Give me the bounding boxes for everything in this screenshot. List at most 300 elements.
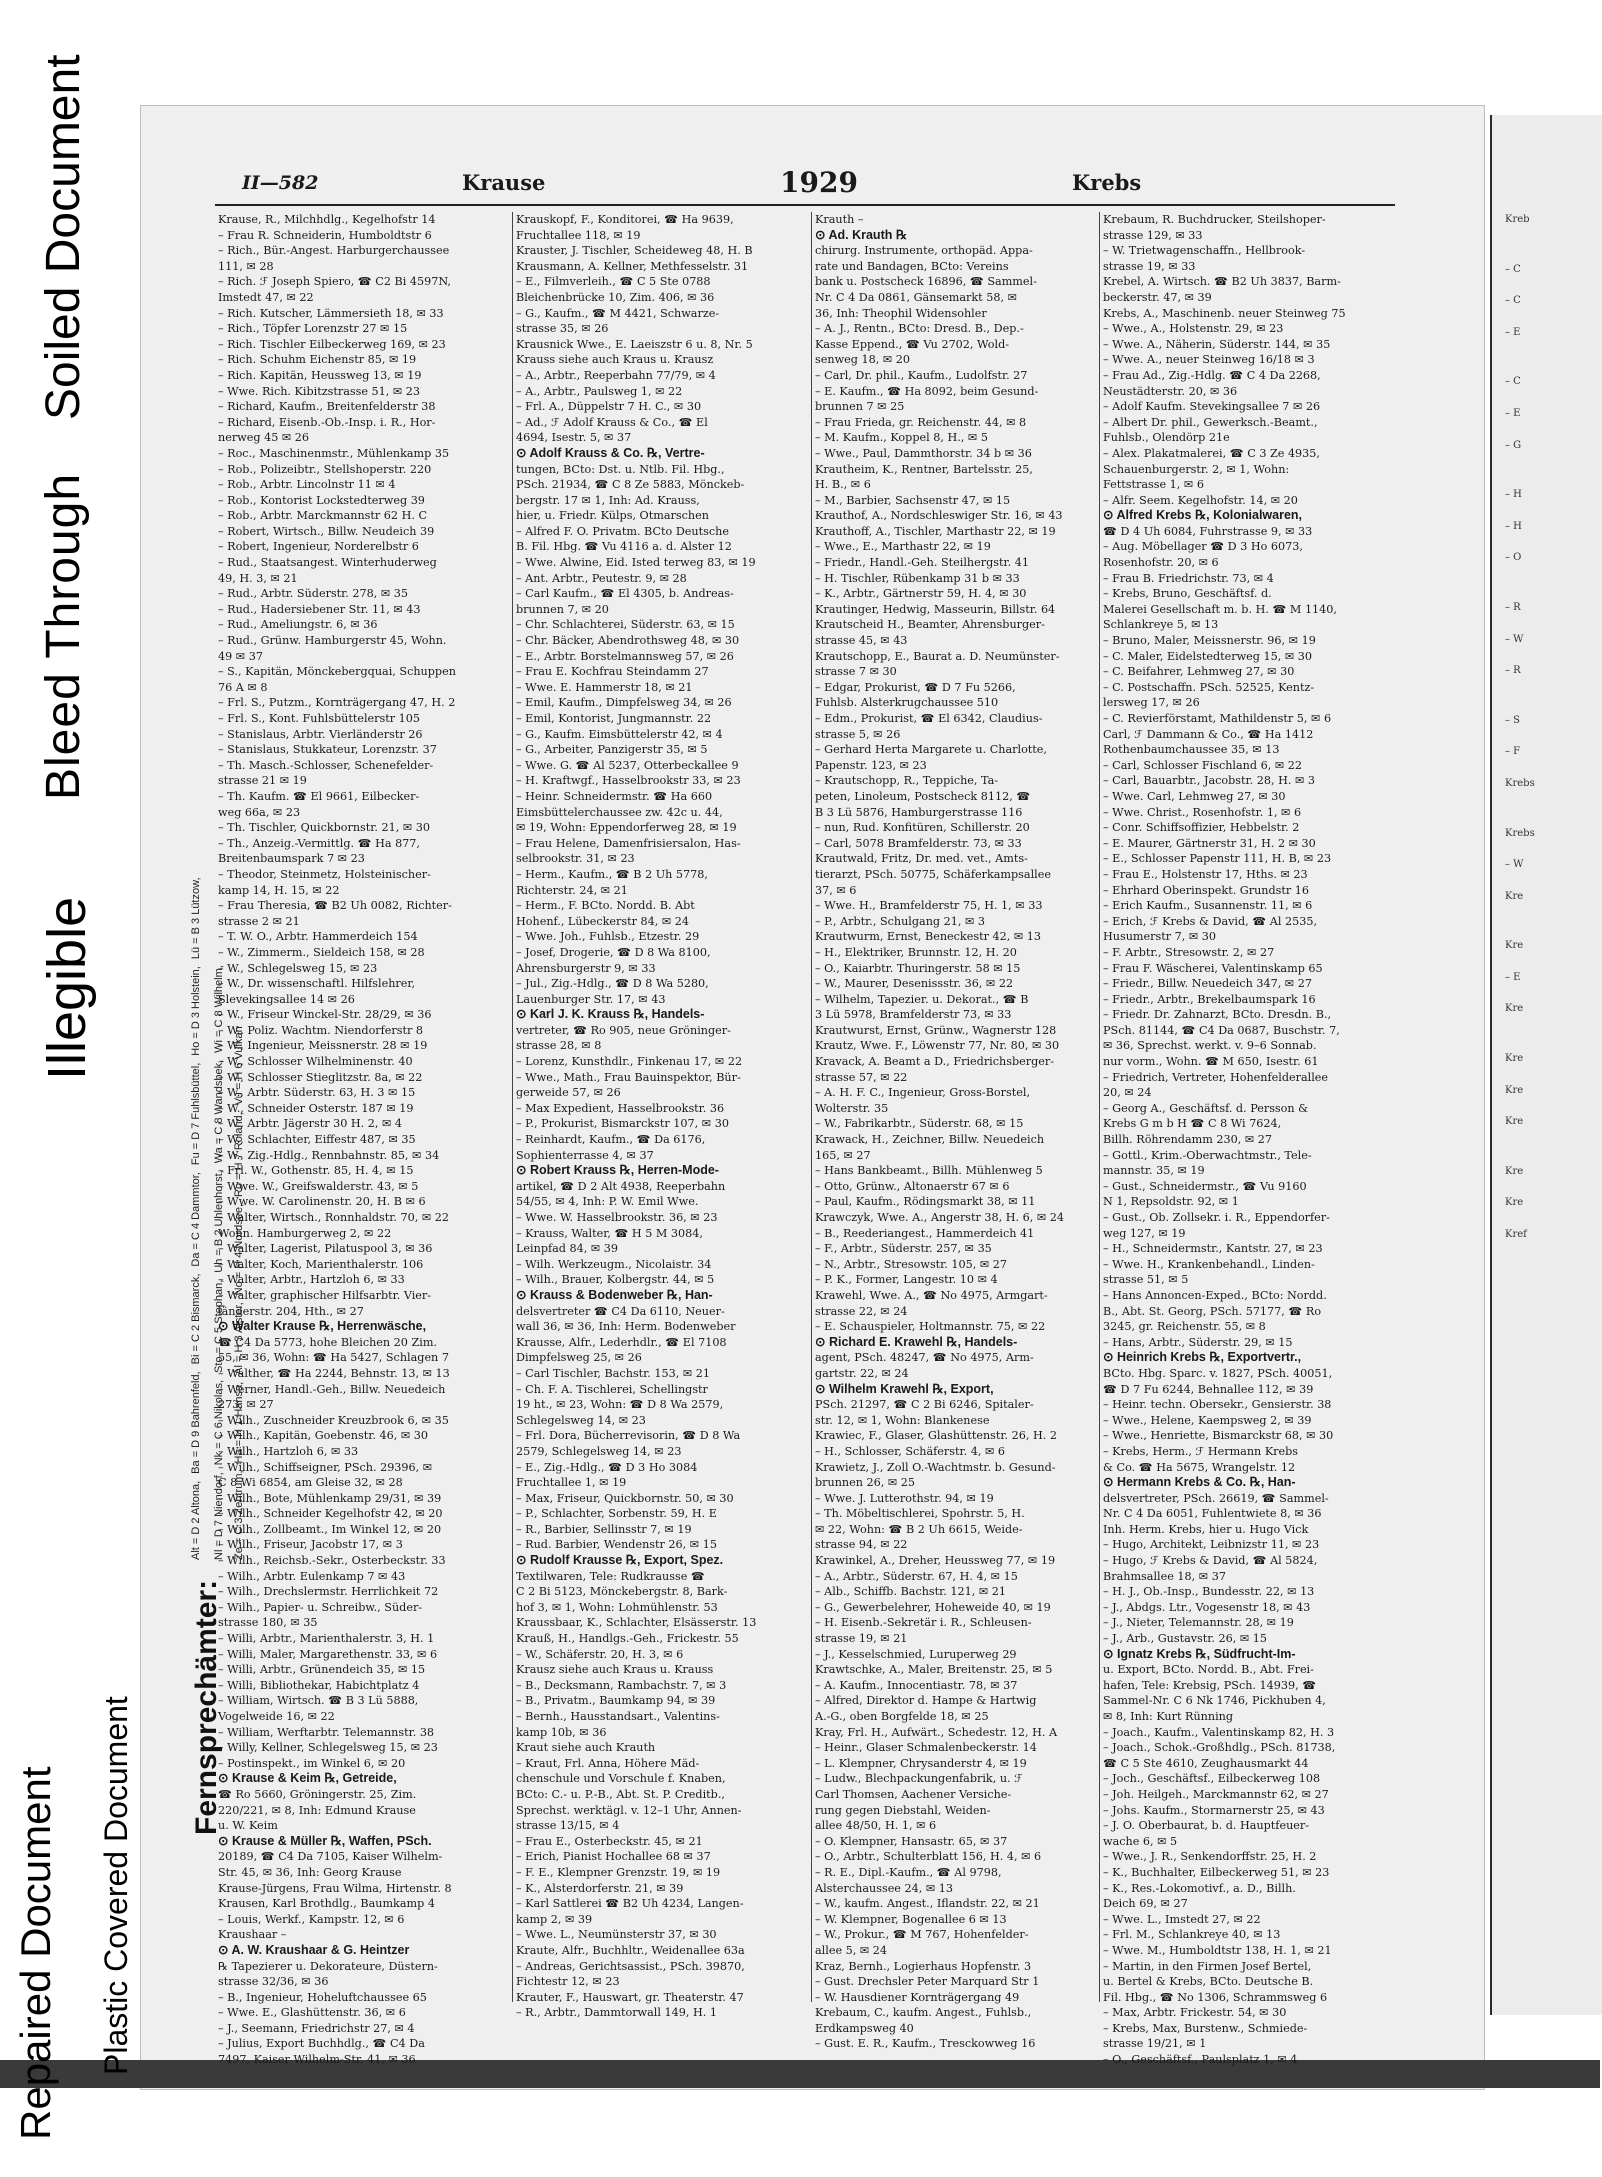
directory-entry: – K., Res.-Lokomotivf., a. D., Billh. [1103, 1881, 1296, 1895]
directory-entry: kamp 10b, ✉ 36 [516, 1725, 607, 1739]
directory-entry: allee 48/50, H. 1, ✉ 6 [815, 1819, 937, 1833]
directory-entry: – Louis, Werkf., Kampstr. 12, ✉ 6 [218, 1912, 405, 1926]
directory-entry: – Robert, Ingenieur, Norderelbstr 6 [218, 540, 419, 554]
directory-entry: – Friedr. Dr. Zahnarzt, BCto. Dresdn. B., [1103, 1008, 1332, 1022]
directory-entry: Krauter, F., Hauswart, gr. Theaterstr. 47 [516, 1990, 744, 2004]
directory-entry: brunnen 7, ✉ 20 [516, 602, 609, 616]
directory-entry: – Hans, Arbtr., Süderstr. 29, ✉ 15 [1103, 1335, 1293, 1349]
directory-entry: – Alex. Plakatmalerei, ☎ C 3 Ze 4935, [1103, 446, 1320, 460]
directory-entry: Krawiec, F., Glaser, Glashüttenstr. 26, H. 2 [815, 1429, 1057, 1443]
directory-entry: Kraussbaar, K., Schlachter, Elsässerstr. 13 [516, 1616, 757, 1630]
directory-entry: – R. E., Dipl.-Kaufm., ☎ Al 9798, [815, 1865, 1002, 1879]
directory-entry: weg 66a, ✉ 23 [218, 805, 301, 819]
directory-entry: wache 6, ✉ 5 [1103, 1834, 1178, 1848]
directory-entry: – W., Fabrikarbtr., Süderstr. 68, ✉ 15 [815, 1117, 1024, 1131]
directory-entry: – Heinr. techn. Obersekr., Gensierstr. 38 [1103, 1398, 1332, 1412]
directory-entry: gartstr. 22, ✉ 24 [815, 1366, 909, 1380]
fragment-entry: Kre [1505, 890, 1524, 902]
directory-entry: ☎ C4 Da 5773, hohe Bleichen 20 Zim. [218, 1335, 437, 1349]
directory-entry: – Joach., Schok.-Großhdlg., PSch. 81738, [1103, 1741, 1336, 1755]
directory-entry: Krauster, J. Tischler, Scheideweg 48, H. B [516, 244, 753, 258]
directory-entry: – Heinr. Schneidermstr. ☎ Ha 660 [516, 789, 713, 803]
directory-entry: – Krebs, Bruno, Geschäftsf. d. [1103, 587, 1272, 601]
directory-entry: – Wwe. M., Humboldtstr 138, H. 1, ✉ 21 [1103, 1943, 1332, 1957]
directory-entry: Kraute, Alfr., Buchhltr., Weidenallee 63a [516, 1943, 745, 1957]
directory-entry: hafen, Tele: Krebsig, PSch. 14939, ☎ [1103, 1678, 1317, 1692]
directory-entry: – E. Kaufm., ☎ Ha 8092, beim Gesund- [815, 384, 1039, 398]
directory-entry: – Wwe., J. R., Senkendorffstr. 25, H. 2 [1103, 1850, 1317, 1864]
directory-entry: 2579, Schlegelsweg 14, ✉ 23 [516, 1444, 682, 1458]
directory-entry: – Rud., Arbtr. Süderstr. 278, ✉ 35 [218, 587, 409, 601]
fragment-entry: – O [1505, 552, 1522, 564]
directory-entry: Krausen, Karl Brothdlg., Baumkamp 4 [218, 1897, 435, 1911]
directory-entry: – J., Kesselschmied, Luruperweg 29 [815, 1647, 1017, 1661]
column-2 [516, 212, 806, 2020]
directory-entry: – Chr. Schlachterei, Süderstr. 63, ✉ 15 [516, 618, 735, 632]
directory-entry: – Max, Arbtr. Frickestr. 54, ✉ 30 [1103, 2006, 1287, 2020]
directory-entry: Kraushaar – [218, 1928, 287, 1942]
fragment-entry: – H [1505, 489, 1522, 501]
directory-entry: Kraut siehe auch Krauth [516, 1741, 656, 1755]
directory-entry: PSch. 21934, ☎ C 8 Ze 5883, Mönckeb- [516, 478, 745, 492]
directory-entry: C 2 Bi 5123, Mönckebergstr. 8, Bark- [516, 1585, 728, 1599]
directory-entry: – B., Decksmann, Rambachstr. 7, ✉ 3 [516, 1678, 727, 1692]
directory-entry: – P., Arbtr., Schulgang 21, ✉ 3 [815, 914, 986, 928]
directory-entry: Carl Thomsen, Aachener Versiche- [815, 1787, 1012, 1801]
directory-entry: – W., Arbtr. Jägerstr 30 H. 2, ✉ 4 [218, 1117, 403, 1131]
directory-entry: Bleichenbrücke 10, Zim. 406, ✉ 36 [516, 290, 715, 304]
directory-entry: – Robert, Wirtsch., Billw. Neudeich 39 [218, 524, 435, 538]
directory-entry: senweg 18, ✉ 20 [815, 353, 910, 367]
directory-entry: – Ad., ℱ Adolf Krauss & Co., ☎ El [516, 415, 708, 429]
directory-entry: agent, PSch. 48247, ☎ No 4975, Arm- [815, 1351, 1034, 1365]
exchange-code: Ro = H 7 Roland, [233, 1112, 245, 1197]
directory-entry: – W. Klempner, Bogenallee 6 ✉ 13 [815, 1912, 1007, 1926]
directory-entry: – Th., Anzeig.-Vermittlg. ☎ Ha 877, [218, 836, 420, 850]
directory-entry: – W., Schlosser Wilhelminenstr. 40 [218, 1055, 413, 1069]
fragment-entry: – R [1505, 601, 1521, 613]
directory-entry: – Wwe., Math., Frau Bauinspektor, Bür- [516, 1070, 741, 1084]
directory-entry: Fruchtallee 118, ✉ 19 [516, 228, 641, 242]
directory-entry: – F., Arbtr., Süderstr. 257, ✉ 35 [815, 1242, 992, 1256]
directory-entry: Krause-Jürgens, Frau Wilma, Hirtenstr. 8 [218, 1881, 452, 1895]
header-right-word: Krebs [1072, 170, 1142, 195]
fragment-entry: – R [1505, 665, 1521, 677]
directory-entry: – Paul, Kaufm., Rödingsmarkt 38, ✉ 11 [815, 1195, 1036, 1209]
directory-entry: Hohenf., Lübeckerstr 84, ✉ 24 [516, 914, 690, 928]
directory-entry: – Frau Theresia, ☎ B2 Uh 0082, Richter- [218, 899, 452, 913]
directory-entry: – Rich. Schuhm Eichenstr 85, ✉ 19 [218, 353, 417, 367]
directory-entry: Dimpfelsweg 25, ✉ 26 [516, 1351, 642, 1365]
directory-entry: strasse 21 ✉ 19 [218, 774, 307, 788]
label-illegible: Illegible [37, 896, 97, 1080]
directory-entry: – H., Schlosser, Schäferstr. 4, ✉ 6 [815, 1444, 1006, 1458]
directory-entry: Rothenbaumchaussee 35, ✉ 13 [1103, 743, 1280, 757]
directory-entry: – Wwe. H., Krankenbehandl., Linden- [1103, 1257, 1315, 1271]
directory-entry: strasse 22, ✉ 24 [815, 1304, 908, 1318]
directory-entry: – A. H. F. C., Ingenieur, Gross-Borstel, [815, 1086, 1030, 1100]
directory-entry: – J., Abdgs. Ltr., Vogesenstr 18, ✉ 43 [1103, 1600, 1311, 1614]
directory-entry: – E. Schauspieler, Holtmannstr. 75, ✉ 22 [815, 1320, 1046, 1334]
directory-entry: Inh. Herm. Krebs, hier u. Hugo Vick [1103, 1522, 1309, 1536]
directory-entry: allee 5, ✉ 24 [815, 1943, 888, 1957]
page-header [232, 168, 1462, 200]
directory-entry: – P., Schlachter, Sorbenstr. 59, H. E [516, 1507, 717, 1521]
directory-entry: – Krebs, Max, Burstenw., Schmiede- [1103, 2021, 1308, 2035]
directory-entry: – C. Maler, Eidelstedterweg 15, ✉ 30 [1103, 649, 1312, 663]
exchange-legend-title: Fernsprechämter: [190, 1579, 223, 1835]
directory-entry: – Georg A., Geschäftsf. d. Persson & [1103, 1101, 1309, 1115]
directory-entry: – Wwe. W. Hasselbrookstr. 36, ✉ 23 [516, 1211, 718, 1224]
directory-entry: – E., Arbtr. Borstelmannsweg 57, ✉ 26 [516, 649, 734, 663]
directory-entry: – Wwe. H., Bramfelderstr 75, H. 1, ✉ 33 [815, 899, 1043, 913]
exchange-code: Vu = H 6 Vulkan [233, 1026, 245, 1106]
directory-entry: Fil. Hbg., ☎ No 1306, Schrammsweg 6 [1103, 1990, 1328, 2004]
directory-entry: – Joh. Heilgeh., Marckmannstr 62, ✉ 27 [1103, 1787, 1329, 1801]
directory-entry: 3 Lü 5978, Bramfelderstr 73, ✉ 33 [815, 1008, 1012, 1022]
fragment-entry: Kre [1505, 1197, 1524, 1209]
directory-entry: – Frau E., Osterbeckstr. 45, ✉ 21 [516, 1834, 703, 1848]
directory-entry: Krausz siehe auch Kraus u. Krauss [516, 1663, 714, 1677]
directory-entry: Brahmsallee 18, ✉ 37 [1103, 1569, 1226, 1583]
label-soiled-document: Soiled Document [37, 54, 90, 420]
directory-entry: – Th. Tischler, Quickbornstr. 21, ✉ 30 [218, 821, 431, 835]
directory-entry: – Ludw., Blechpackungenfabrik, u. ℱ [815, 1772, 1023, 1786]
directory-entry: 54/55, ✉ 4, Inh: P. W. Emil Wwe. [516, 1195, 699, 1209]
directory-entry: Nr. C 4 Da 6051, Fuhlentwiete 8, ✉ 36 [1103, 1507, 1322, 1521]
directory-entry: PSch. 81144, ☎ C4 Da 0687, Buschstr. 7, [1103, 1023, 1340, 1037]
directory-entry: – Walter, Arbtr., Hartzloh 6, ✉ 33 [218, 1273, 405, 1287]
directory-entry: länderstr. 204, Hth., ✉ 27 [218, 1304, 364, 1318]
directory-entry: – Hans Annoncen-Exped., BCto: Nordd. [1103, 1288, 1327, 1302]
directory-entry: – G., Arbeiter, Panzigerstr 35, ✉ 5 [516, 743, 708, 757]
directory-entry: – Rich., Bür.-Angest. Harburgerchaussee [218, 244, 450, 258]
column-1 [218, 212, 508, 2067]
directory-entry: B 3 Lü 5876, Hamburgerstrasse 116 [815, 805, 1023, 819]
directory-entry: – Carl, Bauarbtr., Jacobstr. 28, H. ✉ 3 [1103, 774, 1316, 788]
directory-entry: – Rich. ℱ Joseph Spiero, ☎ C2 Bi 4597N, [218, 275, 451, 289]
directory-entry: – Frau E. Kochfrau Steindamm 27 [516, 665, 709, 679]
directory-entry: Wolterstr. 35 [815, 1101, 889, 1115]
directory-entry: ☎ Ro 5660, Gröningerstr. 25, Zim. [218, 1787, 417, 1801]
directory-entry: – G., Gewerbelehrer, Hoheweide 40, ✉ 19 [815, 1600, 1051, 1614]
directory-entry: – Martin, in den Firmen Josef Bertel, [1103, 1959, 1312, 1973]
directory-entry: – Wwe. L., Imstedt 27, ✉ 22 [1103, 1912, 1261, 1926]
directory-entry: – Bruno, Maler, Meissnerstr. 96, ✉ 19 [1103, 634, 1316, 648]
directory-entry: B. Fil. Hbg. ☎ Vu 4116 a. d. Alster 12 [516, 540, 732, 554]
directory-entry: 36, Inh: Theophil Widensohler [815, 306, 987, 320]
directory-entry: Kray, Frl. H., Aufwärt., Schedestr. 12, H. A [815, 1725, 1058, 1739]
directory-entry: – O. Klempner, Hansastr. 65, ✉ 37 [815, 1834, 1008, 1848]
directory-entry: – Wilhelm, Tapezier. u. Dekorat., ☎ B [815, 992, 1029, 1006]
directory-entry: – Carl, Dr. phil., Kaufm., Ludolfstr. 27 [815, 368, 1028, 382]
directory-entry: – Rud., Ameliungstr. 6, ✉ 36 [218, 618, 378, 632]
directory-entry: Krautscheid H., Beamter, Ahrensburger- [815, 618, 1045, 632]
directory-entry: – Krebs, Herm., ℱ Hermann Krebs [1103, 1444, 1299, 1458]
directory-entry: ⊙ Ad. Krauth ℞ [815, 227, 908, 242]
directory-entry: strasse 51, ✉ 5 [1103, 1273, 1189, 1287]
directory-entry: strasse 7 ✉ 30 [815, 665, 897, 679]
directory-entry: Leinpfad 84, ✉ 39 [516, 1242, 619, 1256]
directory-entry: Rosenhofstr. 20, ✉ 6 [1103, 556, 1219, 570]
directory-entry: – Wwe. L., Neumünsterstr 37, ✉ 30 [516, 1928, 717, 1942]
directory-entry: Schlankreye 5, ✉ 13 [1103, 618, 1219, 632]
directory-entry: ⊙ Robert Krauss ℞, Herren-Mode- [516, 1163, 719, 1178]
directory-entry: tungen, BCto: Dst. u. Ntlb. Fil. Hbg., [516, 462, 725, 476]
directory-entry: – Conr. Schiffsoffizier, Hebbelstr. 2 [1103, 821, 1300, 835]
directory-entry: Krautheim, K., Rentner, Bartelsstr. 25, [815, 462, 1033, 476]
directory-entry: Krebs, A., Maschinenb. neuer Steinweg 75 [1103, 306, 1346, 320]
directory-entry: – Rob., Arbtr. Lincolnstr 11 ✉ 4 [218, 478, 396, 492]
directory-entry: – Walter, graphischer Hilfsarbtr. Vier- [218, 1288, 432, 1302]
page-number: II—582 [242, 172, 319, 194]
directory-entry: – H., Schneidermstr., Kantstr. 27, ✉ 23 [1103, 1242, 1323, 1256]
exchange-code: Wi = C 8 Wilhelm, [213, 965, 225, 1053]
directory-entry: – Frau E., Holstenstr 17, Hths. ✉ 23 [1103, 867, 1308, 881]
directory-entry: – Friedr., Billw. Neuedeich 347, ✉ 27 [1103, 977, 1312, 991]
directory-entry: – Willi, Arbtr., Marienthalerstr. 3, H. 1 [218, 1632, 435, 1646]
directory-entry: – W. Hausdiener Kornträgergang 49 [815, 1990, 1020, 2004]
directory-entry: – A. J., Rentn., BCto: Dresd. B., Dep.- [815, 322, 1024, 336]
directory-entry: – Aug. Möbellager ☎ D 3 Ho 6073, [1103, 540, 1303, 554]
directory-entry: – Krautschopp, R., Teppiche, Ta- [815, 774, 999, 788]
directory-entry: – W., Schneider Osterstr. 187 ✉ 19 [218, 1101, 414, 1115]
fragment-entry: Krebs [1505, 777, 1535, 789]
directory-entry: Krawehl, Wwe. A., ☎ No 4975, Armgart- [815, 1288, 1048, 1302]
directory-entry: – Ch. F. A. Tischlerei, Schellingstr [516, 1382, 708, 1396]
exchange-code: Lü = B 3 Lützow, [190, 877, 202, 960]
directory-entry: – A., Arbtr., Süderstr. 67, H. 4, ✉ 15 [815, 1569, 1018, 1583]
directory-entry: – Th. Möbeltischlerei, Spohrstr. 5, H. [815, 1507, 1025, 1521]
directory-entry: – Lorenz, Kunsthdlr., Finkenau 17, ✉ 22 [516, 1055, 743, 1069]
directory-entry: ⊙ Karl J. K. Krauss ℞, Handels- [516, 1007, 705, 1022]
directory-entry: – Rob., Arbtr. Marckmannstr 62 H. C [218, 509, 428, 523]
fragment-entry: Kref [1505, 1229, 1527, 1241]
directory-entry: Kasse Eppend., ☎ Vu 2702, Wold- [815, 337, 1010, 351]
directory-entry: – J., Seemann, Friedrichstr 27, ✉ 4 [218, 2021, 415, 2035]
directory-entry: ⊙ Ignatz Krebs ℞, Südfrucht-Im- [1103, 1646, 1296, 1661]
directory-entry: – Hugo, ℱ Krebs & David, ☎ Al 5824, [1103, 1554, 1318, 1568]
directory-entry: ✉ 8, Inh: Kurt Rünning [1103, 1710, 1234, 1723]
directory-entry: Malerei Gesellschaft m. b. H. ☎ M 1140, [1103, 602, 1337, 616]
directory-entry: – G., Kaufm. Eimsbüttelerstr 42, ✉ 4 [516, 727, 723, 741]
directory-entry: – Edm., Prokurist, ☎ El 6342, Claudius- [815, 712, 1043, 725]
directory-entry: H. B., ✉ 6 [815, 478, 871, 492]
directory-entry: strasse 19, ✉ 21 [815, 1632, 908, 1646]
directory-entry: ⊙ Krause & Keim ℞, Getreide, [218, 1771, 397, 1786]
directory-entry: – Rud. Barbier, Wendenstr 26, ✉ 15 [516, 1538, 717, 1552]
directory-entry: – C. Revierförstamt, Mathildenstr 5, ✉ 6 [1103, 712, 1332, 725]
directory-entry: – W., Maurer, Desenissstr. 36, ✉ 22 [815, 977, 1014, 991]
directory-entry: 76 A ✉ 8 [218, 680, 268, 694]
column-divider [512, 212, 513, 2002]
directory-entry: brunnen 7 ✉ 25 [815, 400, 905, 414]
directory-entry: – Max, Friseur, Quickbornstr. 50, ✉ 30 [516, 1491, 734, 1505]
directory-entry: strasse 35, ✉ 26 [516, 322, 609, 336]
directory-entry: BCto: C.- u. P.-B., Abt. St. P. Creditb., [516, 1787, 725, 1801]
directory-entry: – Alfred F. O. Privatm. BCto Deutsche [516, 524, 729, 538]
directory-entry: Krauth – [815, 213, 864, 226]
directory-entry: – Walter, Lagerist, Pilatuspool 3, ✉ 36 [218, 1242, 433, 1256]
directory-entry: – Wilh., Brauer, Kolbergstr. 44, ✉ 5 [516, 1273, 715, 1287]
directory-entry: ⊙ Wilhelm Krawehl ℞, Export, [815, 1381, 994, 1396]
directory-entry: ⊙ Heinrich Krebs ℞, Exportvertr., [1103, 1350, 1302, 1365]
directory-entry: – S., Kapitän, Mönckebergquai, Schuppen [218, 665, 456, 679]
directory-entry: – Wwe., Helene, Kaempsweg 2, ✉ 39 [1103, 1413, 1312, 1427]
directory-entry: 49 ✉ 37 [218, 649, 263, 663]
directory-entry: – E., Zig.-Hdlg., ☎ D 3 Ho 3084 [516, 1460, 698, 1474]
directory-entry: – Frl. W., Gothenstr. 85, H. 4, ✉ 15 [218, 1164, 414, 1178]
directory-entry: strasse 5, ✉ 26 [815, 727, 901, 741]
directory-entry: – Kraut, Frl. Anna, Höhere Mäd- [516, 1756, 700, 1770]
directory-entry: – Willi, Bibliothekar, Habichtplatz 4 [218, 1678, 420, 1692]
directory-entry: – Rich., Töpfer Lorenzstr 27 ✉ 15 [218, 322, 408, 336]
directory-entry: u. W. Keim [218, 1819, 278, 1833]
directory-entry: – Walter, Koch, Marienthalerstr. 106 [218, 1257, 424, 1271]
condition-labels [0, 0, 140, 2177]
directory-entry: – J., Arb., Gustavstr. 26, ✉ 15 [1103, 1632, 1268, 1646]
directory-entry: kamp 14, H. 15, ✉ 22 [218, 883, 340, 897]
exchange-code: Al = H 3 Alster, [233, 1302, 245, 1375]
directory-entry: Krausmann, A. Kellner, Methfesselstr. 31 [516, 259, 749, 273]
directory-entry: 20, ✉ 24 [1103, 1086, 1152, 1100]
directory-entry: – Postinspekt., im Winkel 6, ✉ 20 [218, 1756, 406, 1770]
directory-entry: Sammel-Nr. C 6 Nk 1746, Pickhuben 4, [1103, 1694, 1326, 1708]
directory-entry: ☎ C 5 Ste 4610, Zeughausmarkt 44 [1103, 1756, 1309, 1770]
directory-entry: bergstr. 17 ✉ 1, Inh: Ad. Krauss, [516, 493, 700, 507]
directory-entry: – Wwe., Paul, Dammthorstr. 34 b ✉ 36 [815, 446, 1032, 460]
directory-entry: – W., Friseur Winckel-Str. 28/29, ✉ 36 [218, 1008, 432, 1022]
directory-entry: 19 ht., ✉ 23, Wohn: ☎ D 8 Wa 2579, [516, 1398, 724, 1412]
directory-entry: PSch. 21297, ☎ C 2 Bi 6246, Spitaler- [815, 1398, 1034, 1412]
directory-entry: – W., Schlosser Stieglitzstr. 8a, ✉ 22 [218, 1070, 423, 1084]
directory-entry: – Rob., Polizeibtr., Stellshoperstr. 220 [218, 462, 432, 476]
directory-entry: – Carl Tischler, Bachstr. 153, ✉ 21 [516, 1366, 711, 1380]
directory-entry: 111, ✉ 28 [218, 259, 274, 273]
directory-entry: Sophienterrasse 4, ✉ 37 [516, 1148, 654, 1162]
exchange-code: Uh = B 2 Uhlenhorst, [213, 1170, 225, 1273]
exchange-code: Alt = D 2 Altona, [190, 1480, 202, 1560]
directory-entry: B., Abt. St. Georg, PSch. 57177, ☎ Ro [1103, 1304, 1322, 1318]
directory-entry: – T. W. O., Arbtr. Hammerdeich 154 [218, 930, 418, 944]
directory-entry: – Joach., Kaufm., Valentinskamp 82, H. 3 [1103, 1725, 1335, 1739]
column-divider [811, 212, 812, 2002]
directory-entry: – Gust. E. R., Kaufm., Tresckowweg 16 [815, 2037, 1036, 2051]
directory-entry: Slevekingsallee 14 ✉ 26 [218, 992, 355, 1006]
header-left-word: Krause [462, 170, 546, 195]
directory-entry: lersweg 17, ✉ 26 [1103, 696, 1200, 710]
directory-entry: – E., Filmverleih., ☎ C 5 Ste 0788 [516, 275, 711, 289]
directory-entry: – Walter, Wirtsch., Ronnhaldstr. 70, ✉ 22 [218, 1211, 450, 1224]
directory-entry: – Wwe. W., Greifswalderstr. 43, ✉ 5 [218, 1179, 419, 1193]
directory-entry: – Julius, Export Buchhdlg., ☎ C4 Da [218, 2037, 425, 2051]
label-plastic-covered: Plastic Covered Document [98, 1696, 134, 2075]
exchange-code: Fu = D 7 Fuhlsbüttel, [190, 1062, 202, 1166]
directory-entry: Krautz, Wwe. F., Löwenstr 77, Nr. 80, ✉ 30 [815, 1039, 1060, 1053]
directory-entry: Neustädterstr. 20, ✉ 36 [1103, 384, 1238, 398]
directory-entry: Textilwaren, Tele: Rudkrausse ☎ [516, 1569, 705, 1583]
directory-entry: – Stanislaus, Stukkateur, Lorenzstr. 37 [218, 743, 437, 757]
directory-entry: Imstedt 47, ✉ 22 [218, 290, 314, 304]
directory-entry: Krautschopp, E., Baurat a. D. Neumünster- [815, 649, 1060, 663]
directory-entry: – W., Schäferstr. 20, H. 3, ✉ 6 [516, 1647, 684, 1661]
directory-entry: 20189, ☎ C4 Da 7105, Kaiser Wilhelm- [218, 1850, 443, 1864]
directory-entry: – Roc., Maschinenmstr., Mühlenkamp 35 [218, 446, 450, 460]
directory-entry: – J., Nieter, Telemannstr. 28, ✉ 19 [1103, 1616, 1294, 1630]
exchange-code: Ze = C 3 Zentrum, [233, 1470, 245, 1560]
directory-entry: – P., Prokurist, Bismarckstr 107, ✉ 30 [516, 1117, 729, 1131]
directory-entry: – K., Alsterdorferstr. 21, ✉ 39 [516, 1881, 684, 1895]
directory-entry: – Wilh., Schiffseigner, PSch. 29396, ✉ [218, 1460, 433, 1474]
directory-entry: – Wwe. J. Lutterothstr. 94, ✉ 19 [815, 1491, 994, 1505]
directory-entry: strasse 180, ✉ 35 [218, 1616, 318, 1630]
directory-entry: – Wilh., Papier- u. Schreibw., Süder- [218, 1600, 423, 1614]
directory-entry: – Wwe. A., Näherin, Süderstr. 144, ✉ 35 [1103, 337, 1331, 351]
directory-entry: – H. Tischler, Rübenkamp 31 b ✉ 33 [815, 571, 1020, 585]
directory-entry: – H. Kraftwgf., Hasselbrookstr 33, ✉ 23 [516, 774, 741, 788]
directory-entry: – Wwe., Henriette, Bismarckstr 68, ✉ 30 [1103, 1429, 1334, 1443]
directory-entry: – Albert Dr. phil., Gewerksch.-Beamt., [1103, 415, 1318, 429]
directory-entry: – Wilh., Schneider Kegelhofstr 42, ✉ 20 [218, 1507, 443, 1521]
directory-entry: – Gust., Schneidermstr., ☎ Vu 9160 [1103, 1179, 1307, 1193]
directory-entry: – Willi, Maler, Margarethenstr. 33, ✉ 6 [218, 1647, 438, 1661]
directory-entry: – K., Arbtr., Gärtnerstr 59, H. 4, ✉ 30 [815, 587, 1027, 601]
directory-entry: strasse 13/15, ✉ 4 [516, 1819, 620, 1833]
directory-entry: – Emil, Kaufm., Dimpfelsweg 34, ✉ 26 [516, 696, 732, 710]
label-bleed-through: Bleed Through [37, 472, 90, 800]
directory-entry: – Frl. Dora, Bücherrevisorin, ☎ D 8 Wa [516, 1429, 741, 1443]
directory-entry: – Richard, Eisenb.-Ob.-Insp. i. R., Hor- [218, 415, 436, 429]
column-3 [815, 212, 1105, 2051]
directory-entry: – Frl. M., Schlankreye 40, ✉ 13 [1103, 1928, 1281, 1942]
exchange-codes-line-1 [190, 60, 202, 1560]
directory-entry: – Gust., Ob. Zollsekr. i. R., Eppendorfer- [1103, 1211, 1330, 1224]
directory-entry: – Frau B. Friedrichstr. 73, ✉ 4 [1103, 571, 1274, 585]
fragment-entry: Kre [1505, 940, 1524, 952]
directory-entry: brunnen 26, ✉ 25 [815, 1476, 916, 1490]
directory-entry: Str. 45, ✉ 36, Inh: Georg Krause [218, 1865, 402, 1879]
directory-entry: – Josef, Drogerie, ☎ D 8 Wa 8100, [516, 945, 711, 959]
directory-entry: – W., kaufm. Angest., Iflandstr. 22, ✉ 21 [815, 1897, 1040, 1911]
directory-entry: chenschule und Vorschule f. Knaben, [516, 1772, 726, 1786]
directory-entry: – Frau Ad., Zig.-Hdlg. ☎ C 4 Da 2268, [1103, 368, 1321, 382]
column-divider [1099, 212, 1100, 2002]
directory-entry: – Wilh. Werkzeugm., Nicolaistr. 34 [516, 1257, 712, 1271]
directory-entry: – Friedr., Arbtr., Brekelbaumspark 16 [1103, 992, 1316, 1006]
directory-entry: – B., Reederiangest., Hammerdeich 41 [815, 1226, 1035, 1240]
directory-entry: – Friedr., Handl.-Geh. Steilhergstr. 41 [815, 556, 1029, 570]
directory-entry: – Wwe. Rich. Kibitzstrasse 51, ✉ 23 [218, 384, 421, 398]
directory-entry: chirurg. Instrumente, orthopäd. Appa- [815, 244, 1033, 258]
directory-entry: – Karl Sattlerei ☎ B2 Uh 4234, Langen- [516, 1897, 744, 1911]
directory-entry: – W., Schlegelsweg 15, ✉ 23 [218, 961, 378, 975]
directory-entry: Eimsbüttelerchaussee zw. 42c u. 44, [516, 805, 723, 819]
directory-entry: – Hans Bankbeamt., Billh. Mühlenweg 5 [815, 1164, 1043, 1178]
directory-entry: Fuhlsb. Alsterkrugchaussee 510 [815, 696, 999, 710]
directory-entry: Lauenburger Str. 17, ✉ 43 [516, 992, 666, 1006]
directory-entry: – Rud., Grünw. Hamburgerstr 45, Wohn. [218, 634, 447, 648]
directory-entry: Krawczyk, Wwe. A., Angerstr 38, H. 6, ✉ 24 [815, 1211, 1065, 1224]
directory-entry: – nun, Rud. Konfitüren, Schillerstr. 20 [815, 821, 1030, 835]
directory-entry: – Rich. Kutscher, Lämmersieth 18, ✉ 33 [218, 306, 444, 320]
directory-entry: – C. Postschaffn. PSch. 52525, Kentz- [1103, 680, 1315, 694]
directory-entry: Ahrensburgerstr 9, ✉ 33 [516, 961, 656, 975]
directory-entry: – Wilh., Drechslermstr. Herrlichkeit 72 [218, 1585, 439, 1599]
directory-entry: Vogelweide 16, ✉ 22 [218, 1710, 335, 1723]
directory-entry: – Herm., F. BCto. Nordd. B. Abt [516, 899, 695, 913]
directory-entry: – Chr. Bäcker, Abendrothsweg 48, ✉ 30 [516, 634, 740, 648]
directory-entry: hof 3, ✉ 1, Wohn: Lohmühlenstr. 53 [516, 1600, 718, 1614]
